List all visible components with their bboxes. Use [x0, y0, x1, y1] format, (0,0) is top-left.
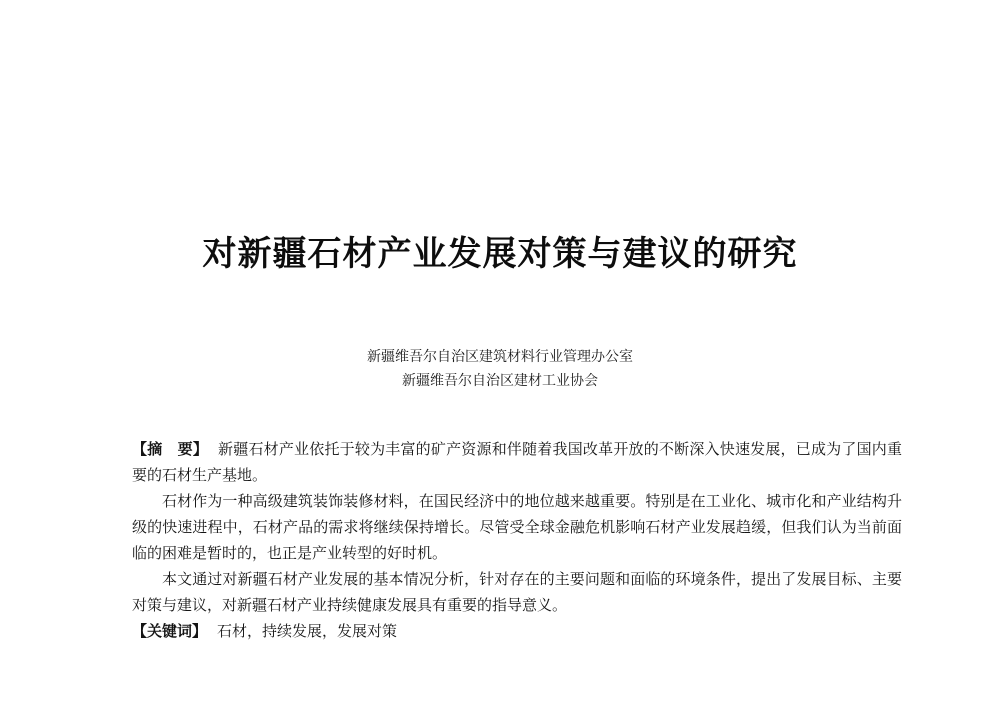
abstract-paragraph-1: [132, 436, 902, 488]
abstract-paragraph-3: 本文通过对新疆石材产业发展的基本情况分析，针对存在的主要问题和面临的环境条件，提出了发展目标、主要对策与建议，对新疆石材产业持续健康发展具有重要的指导意义。: [132, 570, 902, 614]
abstract-paragraph-2: 石材作为一种高级建筑装饰装修材料，在国民经济中的地位越来越重要。特别是在工业化、城市化和产业结构升级的快速进程中，石材产品的需求将继续保持增长。尽管受全球金融危机影响石材产业发展趋缓，但我们认为当前面临的困难是暂时的，也正是产业转型的好时机。: [132, 492, 902, 562]
affiliation-1: 新疆维吾尔自治区建筑材料行业管理办公室: [367, 349, 633, 365]
keywords-line: [132, 618, 902, 644]
abstract-text-1: 新疆石材产业依托于较为丰富的矿产资源和伴随着我国改革开放的不断深入快速发展，已成为了国内重要的石材生产基地。: [132, 440, 902, 484]
affiliations: [0, 345, 1000, 393]
keywords-text: 石材，持续发展，发展对策: [217, 622, 398, 640]
paper-title: 对新疆石材产业发展对策与建议的研究: [202, 234, 798, 274]
abstract-section: [132, 436, 902, 644]
abstract-label: 【摘 要】: [132, 440, 209, 458]
keywords-label: 【关键词】: [132, 622, 208, 640]
affiliation-2: 新疆维吾尔自治区建材工业协会: [402, 373, 598, 389]
